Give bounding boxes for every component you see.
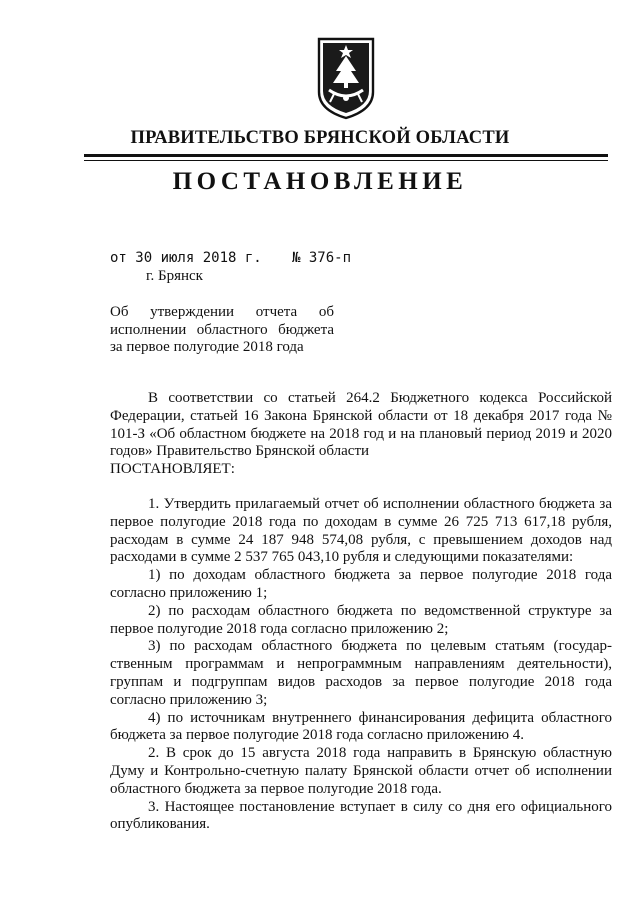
document-subject <box>110 304 334 357</box>
item-1-2-paragraph: 2) по расходам областного бюджета по ведомственной структуре за первое полугодие 2018 года согласно приложению 2; <box>110 602 612 637</box>
preamble-paragraph: В соответствии со статьей 264.2 Бюджетного кодекса Российской Федерации, статьей 16 Закона Брянской области от 18 декабря 2017 года № 101-З «Об областном бюджете на 2018 год и на плановый период 2019 и 2020 годов» Правительство Брянской области <box>110 390 612 460</box>
subject-line: Об утверждении отчета об <box>110 304 334 320</box>
document-date: от 30 июля 2018 г. <box>110 250 262 266</box>
coat-of-arms-icon <box>316 36 376 120</box>
item-1-4-paragraph: 4) по источникам внутреннего финансирования дефицита областного бюджета за первое полугодие 2018 года согласно приложению 4. <box>110 709 612 744</box>
subject-line: за первое полугодие 2018 года <box>110 339 304 356</box>
item-1-3-paragraph: 3) по расходам областного бюджета по целевым статьям (государ-ственным программам и непрограммным направлениям деятельности), группам и подгруппам видов расходов за первое полугодие 2018 года согласно приложению 3; <box>110 638 612 708</box>
item-1-paragraph: 1. Утвердить прилагаемый отчет об исполнении областного бюджета за первое полугодие 2018 года по доходам в сумме 26 725 713 617,18 рубля, расходам в сумме 24 187 948 574,08 рубля, с превышением доходов над расходами в сумме 2 537 765 043,10 рубля и следующими показателями: <box>110 495 612 566</box>
organization-title: ПРАВИТЕЛЬСТВО БРЯНСКОЙ ОБЛАСТИ <box>130 128 510 148</box>
header-rule-thin <box>84 160 608 161</box>
document-city: г. Брянск <box>146 268 203 284</box>
item-3-paragraph: 3. Настоящее постановление вступает в силу со дня его официального опубликования. <box>110 798 612 833</box>
subject-line: исполнении областного бюджета <box>110 321 334 338</box>
item-1-1-paragraph: 1) по доходам областного бюджета за первое полугодие 2018 года согласно приложению 1; <box>110 567 612 601</box>
item-2-paragraph: 2. В срок до 15 августа 2018 года направить в Брянскую областную Думу и Контрольно-счетную палату Брянской области отчет об исполнении областного бюджета за первое полугодие 2018 года. <box>110 745 612 797</box>
header-rule-thick <box>84 154 608 157</box>
document-body <box>110 390 612 834</box>
document-number: № 376-п <box>292 250 352 266</box>
document-type-title: ПОСТАНОВЛЕНИЕ <box>172 168 468 195</box>
decree-word: ПОСТАНОВЛЯЕТ: <box>110 461 235 478</box>
